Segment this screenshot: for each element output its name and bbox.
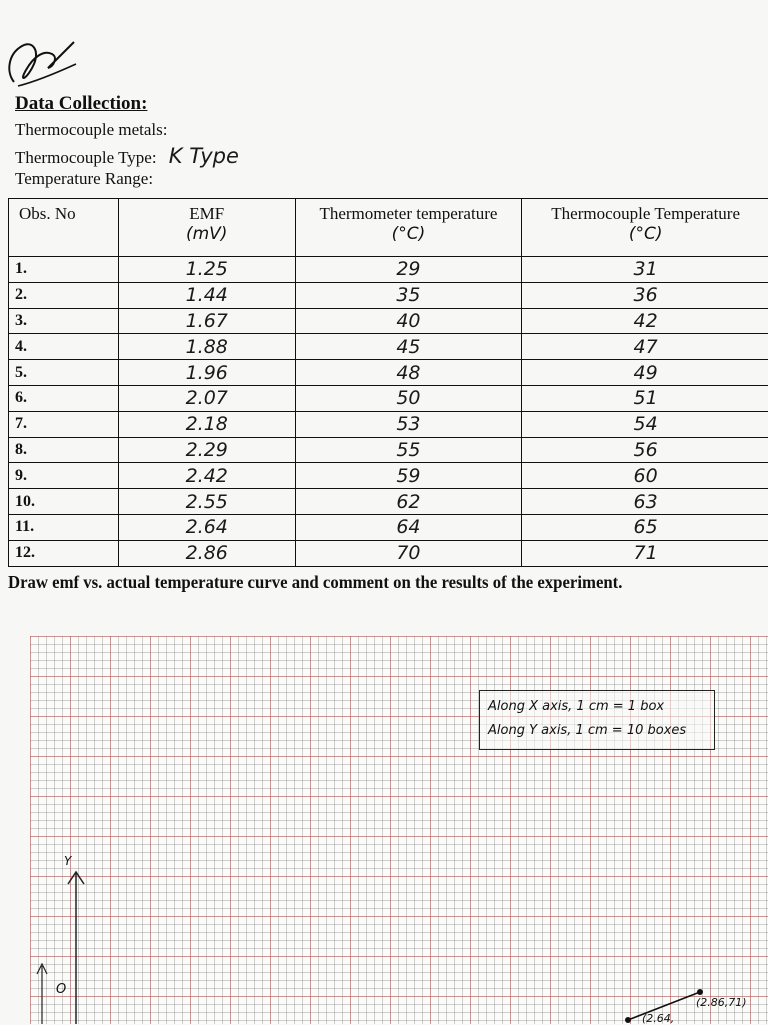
thermometer-cell: 45 [295,334,522,360]
type-field [15,144,239,168]
thermocouple-cell: 49 [522,360,768,386]
thermometer-cell: 59 [295,463,522,489]
thermocouple-cell: 56 [522,437,768,463]
table-row [9,463,768,489]
emf-cell: 1.25 [118,257,295,283]
table-row [9,489,768,515]
emf-cell: 2.07 [118,385,295,411]
row-number: 12. [9,540,119,566]
graph-drawing [30,636,768,1024]
type-value: K Type [169,144,239,168]
data-table [8,198,768,567]
signature [4,24,80,94]
thermocouple-cell: 54 [522,411,768,437]
thermometer-cell: 50 [295,385,522,411]
section-heading: Data Collection: [15,93,147,115]
thermocouple-cell: 47 [522,334,768,360]
header-thermometer: Thermometer temperature (°C) [295,199,522,257]
thermometer-cell: 35 [295,282,522,308]
table-row [9,360,768,386]
point-label-top: (2.86,71) [696,996,747,1009]
row-number: 7. [9,411,119,437]
header-thermocouple-unit: (°C) [522,224,768,244]
graph-paper [30,636,768,1024]
header-emf-unit: (mV) [119,224,295,244]
thermocouple-cell: 42 [522,308,768,334]
metals-label: Thermocouple metals: [15,120,167,139]
table-row [9,385,768,411]
header-emf: EMF (mV) [118,199,295,257]
emf-cell: 1.96 [118,360,295,386]
data-point [625,1017,631,1023]
thermocouple-cell: 65 [522,514,768,540]
thermocouple-cell: 60 [522,463,768,489]
row-number: 2. [9,282,119,308]
row-number: 4. [9,334,119,360]
table-header-row [9,199,768,257]
range-label: Temperature Range: [15,169,153,188]
thermometer-cell: 64 [295,514,522,540]
emf-cell: 1.88 [118,334,295,360]
table-row [9,282,768,308]
table-row [9,437,768,463]
header-thermocouple: Thermocouple Temperature (°C) [522,199,768,257]
thermocouple-cell: 63 [522,489,768,515]
scale-y-text: Along Y axis, 1 cm = 10 boxes [488,723,686,738]
row-number: 1. [9,257,119,283]
thermocouple-cell: 71 [522,540,768,566]
emf-cell: 1.44 [118,282,295,308]
emf-cell: 2.86 [118,540,295,566]
row-number: 5. [9,360,119,386]
thermocouple-cell: 51 [522,385,768,411]
data-point [697,989,703,995]
instruction-text: Draw emf vs. actual temperature curve and comment on the results of the experiment. [8,572,622,593]
thermometer-cell: 40 [295,308,522,334]
thermometer-cell: 29 [295,257,522,283]
row-number: 3. [9,308,119,334]
thermocouple-cell: 31 [522,257,768,283]
row-number: 10. [9,489,119,515]
row-number: 9. [9,463,119,489]
row-number: 8. [9,437,119,463]
table-row [9,334,768,360]
table-row [9,308,768,334]
scale-x-text: Along X axis, 1 cm = 1 box [488,699,664,714]
row-number: 11. [9,514,119,540]
header-thermometer-unit: (°C) [296,224,522,244]
origin-label: O [56,982,66,997]
emf-cell: 2.18 [118,411,295,437]
y-axis-label: Y [64,854,71,868]
table-row [9,514,768,540]
emf-cell: 2.29 [118,437,295,463]
thermometer-cell: 62 [295,489,522,515]
thermometer-cell: 70 [295,540,522,566]
point-label-bottom: (2.64, [642,1012,674,1025]
thermocouple-cell: 36 [522,282,768,308]
emf-cell: 2.55 [118,489,295,515]
emf-cell: 2.64 [118,514,295,540]
table-row [9,411,768,437]
emf-cell: 2.42 [118,463,295,489]
thermometer-cell: 48 [295,360,522,386]
emf-cell: 1.67 [118,308,295,334]
range-field [15,169,153,189]
thermometer-cell: 55 [295,437,522,463]
type-label: Thermocouple Type: [15,148,157,167]
table-row [9,257,768,283]
metals-field [15,120,167,140]
thermometer-cell: 53 [295,411,522,437]
header-obs-no: Obs. No [9,199,119,257]
table-row [9,540,768,566]
row-number: 6. [9,385,119,411]
